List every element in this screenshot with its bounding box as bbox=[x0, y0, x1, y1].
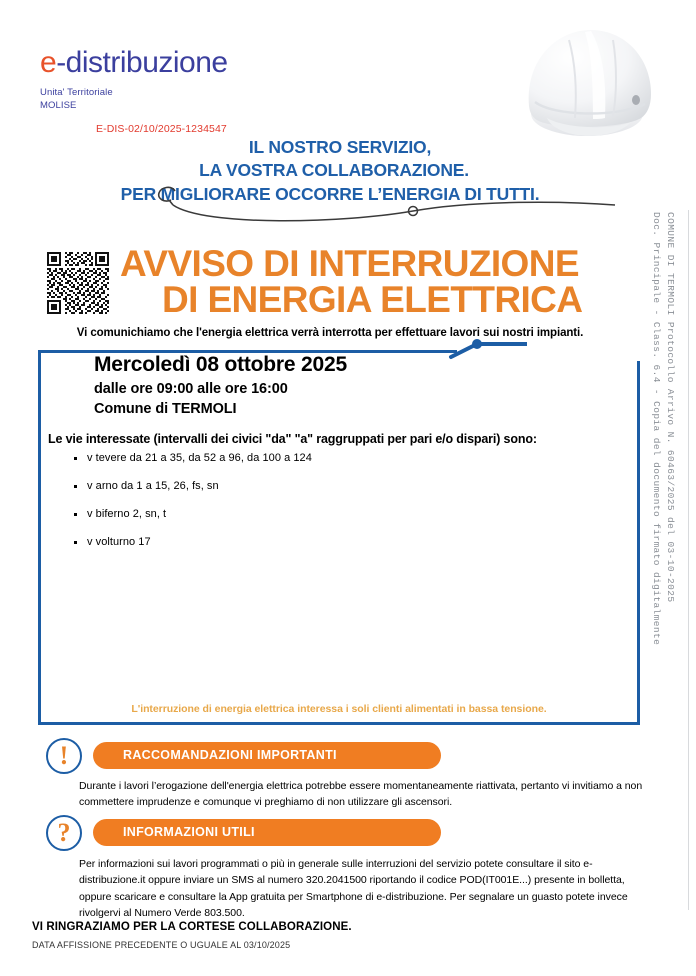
unit-line-2: MOLISE bbox=[40, 99, 77, 111]
list-item: v arno da 1 a 15, 26, fs, sn bbox=[74, 481, 312, 492]
outage-date: Mercoledì 08 ottobre 2025 bbox=[94, 353, 347, 376]
qr-code bbox=[45, 250, 111, 316]
exclamation-icon: ! bbox=[46, 738, 82, 774]
slogan bbox=[0, 136, 660, 206]
question-mark-icon: ? bbox=[46, 815, 82, 851]
outage-hours: dalle ore 09:00 alle ore 16:00 bbox=[94, 381, 288, 398]
information-heading: INFORMAZIONI UTILI bbox=[93, 819, 441, 846]
low-voltage-note: L'interruzione di energia elettrica interessa i soli clienti alimentati in bassa tensione. bbox=[131, 703, 547, 715]
title-line-2: DI ENERGIA ELETTRICA bbox=[162, 279, 583, 321]
slogan-line-3: PER MIGLIORARE OCCORRE L’ENERGIA DI TUTTI. bbox=[120, 183, 540, 204]
switch-decoration-icon bbox=[447, 337, 527, 363]
logo-e-mark: e bbox=[40, 46, 57, 79]
protocol-stamp-line-1: COMUNE DI TERMOLI Protocollo Arrivo N. 60463/2025 del 03-10-2025 bbox=[665, 212, 676, 603]
list-item: v biferno 2, sn, t bbox=[74, 509, 312, 520]
logo-text bbox=[40, 48, 228, 78]
page-title bbox=[120, 243, 695, 321]
thanks-line: VI RINGRAZIAMO PER LA CORTESE COLLABORAZIONE. bbox=[32, 921, 352, 933]
brand-logo bbox=[40, 48, 228, 112]
information-body: Per informazioni sui lavori programmati o più in generale sulle interruzioni del servizio potete consultare il sito e-distribuzione.it oppure inviare un SMS al numero 320.2041500 riportando il codice POD(IT001E...) presente in bolletta, oppure scaricare e consultare la App gratuita per Smartphone di e-distribuzione. Per segnalare un guasto potete invece rivolgervi al Numero Verde 803.500. bbox=[79, 858, 628, 919]
outage-municipality: Comune di TERMOLI bbox=[94, 401, 237, 418]
list-item: v tevere da 21 a 35, da 52 a 96, da 100 a 124 bbox=[74, 453, 312, 464]
affission-date-line: DATA AFFISSIONE PRECEDENTE O UGUALE AL 03/10/2025 bbox=[32, 940, 291, 950]
title-subtitle: Vi comunichiamo che l'energia elettrica verrà interrotta per effettuare lavori sui nostri impianti. bbox=[76, 327, 584, 339]
document-code: E-DIS-02/10/2025-1234547 bbox=[96, 123, 227, 135]
streets-heading: Le vie interessate (intervalli dei civici "da" "a" raggruppati per pari e/o dispari) sono: bbox=[48, 432, 537, 446]
protocol-stamp-line-2: Doc. Principale - Class. 6.4 - Copia del documento firmato digitalmente bbox=[651, 212, 662, 646]
outage-schedule bbox=[94, 352, 347, 417]
unit-line-1: Unita' Territoriale bbox=[40, 87, 113, 98]
list-item: v volturno 17 bbox=[74, 537, 312, 548]
logo-wordmark: -distribuzione bbox=[56, 46, 228, 79]
slogan-line-1: IL NOSTRO SERVIZIO, bbox=[248, 137, 432, 157]
stamp-divider bbox=[688, 210, 689, 910]
recommendations-body: Durante i lavori l’erogazione dell'energia elettrica potrebbe essere momentaneamente riattivata, pertanto vi invitiamo a non commettere imprudenze e comunque vi preghiamo di non utilizzare gli ascensori. bbox=[79, 780, 643, 809]
title-line-1: AVVISO DI INTERRUZIONE bbox=[120, 243, 579, 284]
territorial-unit bbox=[40, 87, 228, 112]
affected-streets-list bbox=[74, 453, 312, 565]
slogan-line-2: LA VOSTRA COLLABORAZIONE. bbox=[199, 160, 469, 181]
recommendations-heading: RACCOMANDAZIONI IMPORTANTI bbox=[93, 742, 441, 769]
